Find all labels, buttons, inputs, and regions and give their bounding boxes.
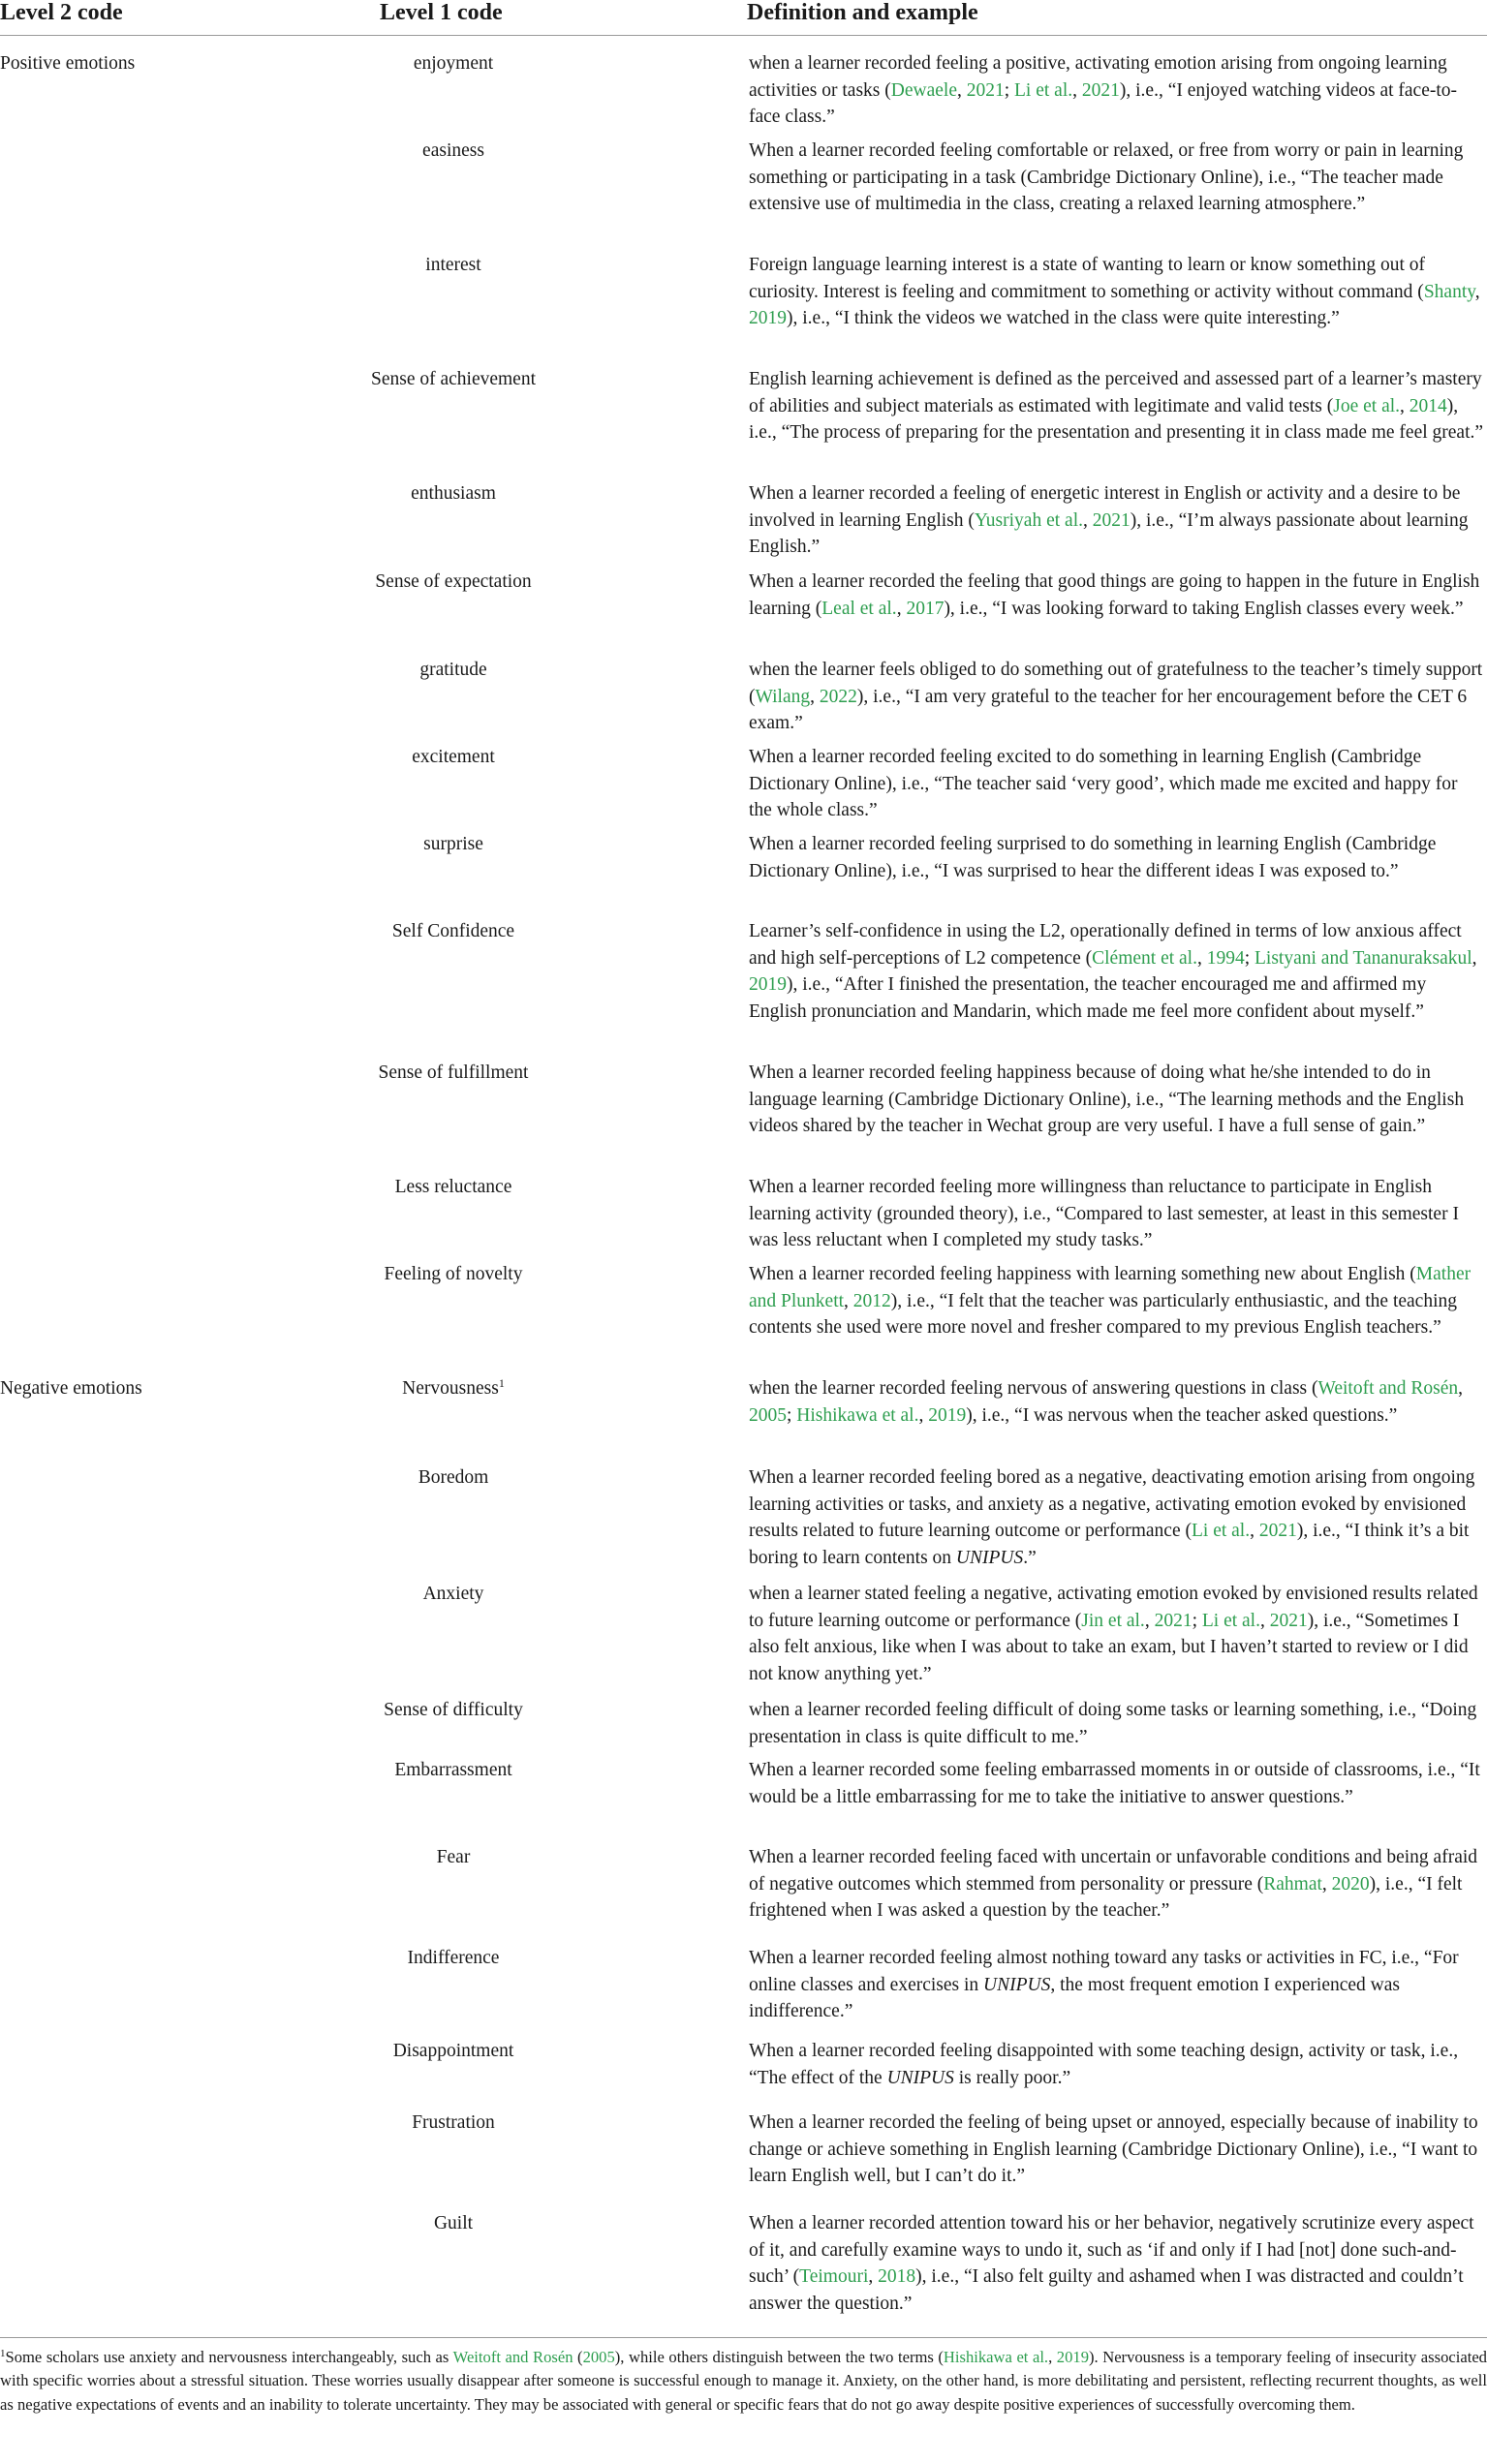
text-segment: ; — [1192, 1610, 1202, 1631]
text-segment: , — [1400, 395, 1410, 416]
text-segment: Some scholars use anxiety and nervousness interchangeably, such as — [5, 2348, 453, 2366]
text-segment: When a learner recorded feeling more willingness than reluctance to participate in English learning activity (grounded theory), i.e., “Compared to last semester, at least in this semester I was less reluctant when I completed my study tasks.” — [749, 1177, 1459, 1251]
level1-code-cell — [308, 138, 599, 165]
level1-code-cell — [308, 1757, 599, 1784]
level1-code-label: Nervousness — [402, 1378, 499, 1399]
text-segment: ), i.e., “I was nervous when the teacher asked questions.” — [966, 1404, 1398, 1426]
definition-cell — [749, 1174, 1485, 1254]
citation-link[interactable]: Jin et al. — [1081, 1610, 1145, 1631]
level2-code-cell: Positive emotions — [0, 53, 136, 74]
text-segment: ). Nervousness is a temporary feeling of insecurity associated with specific worries about a stressful situation. These worries usually disappear after someone is successful enough to manage it. Anxiety, on the other hand, is more debilitating and persistent, reflecting recurrent thoughts, as well as negative expectations of events and an inability to tolerate uncertainty. They may be associated with general or specific fears that do not go away despite positive experiences of successfully overcoming them. — [0, 2348, 1487, 2414]
citation-link[interactable]: 2005 — [749, 1404, 787, 1426]
level1-code-label: Sense of expectation — [375, 571, 532, 592]
definition-cell — [749, 1697, 1485, 1750]
level1-code-cell — [308, 2038, 599, 2065]
text-segment: ), i.e., “I also felt guilty and ashamed when I was distracted and couldn’t answer the question.” — [749, 2266, 1464, 2314]
level1-code-label: interest — [425, 255, 481, 275]
level1-code-cell — [308, 1581, 599, 1608]
text-segment: 1 — [0, 2348, 6, 2359]
text-segment: , — [1250, 1521, 1259, 1542]
citation-link[interactable]: 2022 — [819, 686, 857, 707]
level1-code-cell — [308, 569, 599, 596]
header-definition: Definition and example — [747, 0, 978, 25]
text-segment: ), i.e., “I’m always passionate about learning English.” — [749, 509, 1469, 558]
citation-link[interactable]: Clément et al. — [1092, 947, 1197, 969]
level1-code-cell — [308, 366, 599, 393]
text-segment: when a learner recorded feeling a positive, activating emotion arising from ongoing learning activities or tasks ( — [749, 53, 1447, 101]
text-segment: ), i.e., “Sometimes I also felt anxious, like when I was about to take an exam, but I haven’t started to review or I did not know anything yet.” — [749, 1610, 1469, 1684]
citation-link[interactable]: Li et al. — [1201, 1610, 1260, 1631]
level1-code-label: Indifference — [407, 1948, 500, 1968]
header-level1: Level 1 code — [380, 0, 503, 25]
text-segment: ), i.e., “I enjoyed watching videos at face-to-face class.” — [749, 79, 1458, 128]
citation-link[interactable]: Listyani and Tananuraksakul — [1255, 947, 1472, 969]
level1-code-cell — [308, 1464, 599, 1492]
citation-link[interactable]: Li et al. — [1191, 1521, 1251, 1542]
text-segment: , — [1474, 281, 1480, 302]
text-segment: , — [1321, 1873, 1332, 1894]
definition-cell — [749, 1060, 1485, 1140]
citation-link[interactable]: 1994 — [1206, 947, 1245, 969]
level1-code-label: Sense of achievement — [370, 369, 536, 389]
footnote — [0, 2346, 1487, 2417]
level1-code-label: Fear — [436, 1847, 471, 1867]
citation-link[interactable]: Hishikawa et al. — [943, 2348, 1049, 2366]
citation-link[interactable]: 2020 — [1331, 1873, 1370, 1894]
level1-code-cell — [308, 2110, 599, 2137]
definition-cell — [749, 1945, 1485, 2025]
definition-cell — [749, 2210, 1485, 2317]
level1-code-label: gratitude — [419, 660, 487, 680]
text-segment: , — [896, 598, 907, 619]
level1-code-cell — [308, 1697, 599, 1724]
text-segment: When a learner recorded feeling faced with uncertain or unfavorable conditions and being afraid of negative outcomes which stemmed from personality or pressure ( — [749, 1847, 1478, 1894]
citation-link[interactable]: Hishikawa et al. — [796, 1404, 919, 1426]
citation-link[interactable]: 2005 — [582, 2348, 615, 2366]
level1-code-cell — [308, 744, 599, 771]
citation-link[interactable]: 2017 — [906, 598, 945, 619]
definition-cell — [749, 831, 1485, 884]
level1-code-cell — [308, 1945, 599, 1972]
text-segment: When a learner recorded feeling almost nothing toward any tasks or activities in FC, i.e., “For online classes and exercises in — [749, 1948, 1459, 1995]
text-segment: when a learner recorded feeling difficult of doing some tasks or learning something, i.e., “Doing presentation in class is quite difficult to me.” — [749, 1700, 1477, 1747]
level1-code-label: surprise — [423, 834, 483, 854]
text-segment: , — [1472, 947, 1477, 969]
definition-cell — [749, 1375, 1485, 1429]
text-segment: ; — [1244, 947, 1255, 969]
definition-cell — [749, 252, 1485, 332]
footnote-marker[interactable]: 1 — [498, 1376, 505, 1390]
definition-cell — [749, 1757, 1485, 1810]
level1-code-label: excitement — [412, 747, 495, 767]
text-segment: UNIPUS — [886, 2067, 954, 2088]
definition-cell — [749, 1844, 1485, 1925]
text-segment: ), i.e., “The process of preparing for the presentation and presenting it in class made me feel great.” — [749, 395, 1484, 444]
definition-cell — [749, 480, 1485, 561]
text-segment: is really poor.” — [953, 2067, 1071, 2088]
text-segment: ), while others distinguish between the two terms ( — [614, 2348, 944, 2366]
citation-link[interactable]: 2012 — [852, 1290, 891, 1311]
citation-link[interactable]: 2019 — [1056, 2348, 1089, 2366]
citation-link[interactable]: 2021 — [1154, 1610, 1193, 1631]
text-segment: when the learner recorded feeling nervous of answering questions in class ( — [749, 1378, 1318, 1399]
text-segment: , — [1458, 1378, 1464, 1399]
text-segment: When a learner recorded feeling disappointed with some teaching design, activity or task, i.e., “The effect of the — [749, 2041, 1459, 2088]
citation-link[interactable]: Shanty — [1423, 281, 1475, 302]
level1-code-label: Less reluctance — [394, 1177, 512, 1197]
citation-link[interactable]: Rahmat — [1263, 1873, 1322, 1894]
citation-link[interactable]: Mather and Plunkett — [749, 1264, 1472, 1311]
citation-link[interactable]: 2019 — [928, 1404, 967, 1426]
level1-code-cell — [308, 1060, 599, 1087]
level1-code-label: Sense of difficulty — [384, 1700, 523, 1720]
text-segment: When a learner recorded feeling excited to do something in learning English (Cambridge Dictionary Online), i.e., “The teacher said ‘very good’, which made me excited and happy for the whole class.” — [749, 747, 1458, 821]
text-segment: UNIPUS — [955, 1547, 1024, 1568]
text-segment: , — [868, 2266, 879, 2288]
text-segment: When a learner recorded the feeling of being upset or annoyed, especially because of inability to change or achieve something in English learning (Cambridge Dictionary Online), i.e., “I want to learn English well, but I can’t do it.” — [749, 2112, 1478, 2187]
text-segment: , — [918, 1404, 929, 1426]
text-segment: , — [1144, 1610, 1155, 1631]
citation-link[interactable]: 2021 — [1081, 79, 1120, 101]
level1-code-cell — [308, 252, 599, 279]
citation-link[interactable]: Joe et al. — [1333, 395, 1401, 416]
level1-code-cell — [308, 918, 599, 945]
citation-link[interactable]: 2018 — [878, 2266, 916, 2288]
definition-cell — [749, 50, 1485, 131]
citation-link[interactable]: Wilang — [755, 686, 811, 707]
citation-link[interactable]: 2019 — [749, 974, 787, 996]
level1-code-label: enjoyment — [413, 53, 494, 74]
text-segment: ), i.e., “I think the videos we watched in the class were quite interesting.” — [787, 308, 1340, 329]
definition-cell — [749, 657, 1485, 737]
level1-code-cell — [308, 1174, 599, 1201]
text-segment: When a learner recorded feeling surprised to do something in learning English (Cambridge Dictionary Online), i.e., “I was surprised to hear the different ideas I was exposed to.” — [749, 834, 1437, 881]
citation-link[interactable]: Yusriyah et al. — [974, 509, 1083, 531]
citation-link[interactable]: 2014 — [1409, 395, 1447, 416]
text-segment: When a learner recorded a feeling of energetic interest in English or activity and a desire to be involved in learning English ( — [749, 483, 1461, 531]
level1-code-label: Anxiety — [422, 1584, 484, 1604]
citation-link[interactable]: 2021 — [1258, 1521, 1297, 1542]
level1-code-label: Embarrassment — [394, 1760, 512, 1780]
text-segment: When a learner recorded the feeling that good things are going to happen in the future in English learning ( — [749, 571, 1480, 619]
text-segment: , — [1083, 509, 1093, 531]
text-segment: When a learner recorded feeling happiness with learning something new about English ( — [749, 1264, 1416, 1284]
level1-code-label: Feeling of novelty — [384, 1264, 523, 1284]
definition-cell — [749, 1581, 1485, 1687]
citation-link[interactable]: Li et al. — [1014, 79, 1073, 101]
text-segment: , — [1259, 1610, 1270, 1631]
text-segment: ), i.e., “I think it’s a bit boring to learn contents on — [749, 1521, 1470, 1568]
table-header — [0, 0, 1487, 36]
table-bottom-rule — [0, 2337, 1487, 2338]
text-segment: .” — [1023, 1547, 1037, 1568]
definition-cell — [749, 918, 1485, 1025]
level1-code-cell — [308, 831, 599, 858]
text-segment: ; — [1004, 79, 1015, 101]
text-segment: ), i.e., “I felt that the teacher was particularly enthusiastic, and the teaching contents she used were more novel and fresher compared to my previous English teachers.” — [749, 1290, 1458, 1339]
text-segment: When a learner recorded feeling bored as a negative, deactivating emotion arising from ongoing learning activities or tasks, and anxiety as a negative, activating emotion evoked by envisioned results related to future learning outcome or performance ( — [749, 1467, 1475, 1542]
level1-code-cell — [308, 480, 599, 508]
text-segment: When a learner recorded feeling comfortable or relaxed, or free from worry or pain in learning something or participating in a task (Cambridge Dictionary Online), i.e., “The teacher made extensive use of multimedia in the class, creating a relaxed learning atmosphere.” — [749, 140, 1464, 215]
text-segment: when a learner stated feeling a negative, activating emotion evoked by envisioned results related to future learning outcome or performance ( — [749, 1584, 1478, 1631]
level2-code-cell: Negative emotions — [0, 1378, 142, 1399]
text-segment: ( — [573, 2348, 583, 2366]
citation-link[interactable]: 2021 — [1092, 509, 1131, 531]
text-segment: , the most frequent emotion I experienced was indifference.” — [749, 1974, 1401, 2022]
level1-code-label: easiness — [422, 140, 484, 161]
text-segment: ; — [787, 1404, 797, 1426]
text-segment: English learning achievement is defined as the perceived and assessed part of a learner’s mastery of abilities and subject materials as estimated with legitimate and valid tests ( — [749, 369, 1482, 416]
definition-cell — [749, 569, 1485, 622]
citation-link[interactable]: 2019 — [749, 308, 787, 329]
level1-code-label: enthusiasm — [411, 483, 496, 504]
level1-code-cell — [308, 1844, 599, 1871]
text-segment: UNIPUS — [983, 1974, 1051, 1995]
definition-cell — [749, 2110, 1485, 2190]
level1-code-cell — [308, 50, 599, 77]
text-segment: Learner’s self-confidence in using the L2, operationally defined in terms of low anxious affect and high self-perceptions of L2 competence ( — [749, 921, 1462, 969]
text-segment: , — [1196, 947, 1207, 969]
text-segment: , — [956, 79, 967, 101]
level1-code-label: Sense of fulfillment — [378, 1063, 529, 1083]
text-segment: When a learner recorded feeling happiness because of doing what he/she intended to do in language learning (Cambridge Dictionary Online), i.e., “The learning methods and the English videos shared by the teacher in Wechat group are very useful. I have a full sense of gain.” — [749, 1063, 1465, 1137]
text-segment: Foreign language learning interest is a state of wanting to learn or know something out of curiosity. Interest is feeling and commitment to something or activity without command ( — [749, 255, 1426, 302]
definition-cell — [749, 744, 1485, 824]
level1-code-cell — [308, 1261, 599, 1288]
text-segment: ), i.e., “I was looking forward to taking English classes every week.” — [944, 598, 1464, 619]
text-segment: ), i.e., “I felt frightened when I was asked a question by the teacher.” — [749, 1873, 1463, 1922]
citation-link[interactable]: Teimouri — [799, 2266, 869, 2288]
citation-link[interactable]: 2021 — [1269, 1610, 1308, 1631]
level1-code-label: Guilt — [433, 2213, 474, 2233]
text-segment: ), i.e., “I am very grateful to the teacher for her encouragement before the CET 6 exam.” — [749, 686, 1468, 734]
level1-code-cell — [308, 1375, 599, 1402]
level1-code-cell — [308, 657, 599, 684]
level1-code-cell — [308, 2210, 599, 2237]
definition-cell — [749, 1464, 1485, 1571]
text-segment: , — [810, 686, 820, 707]
citation-link[interactable]: Weitoft and Rosén — [1317, 1378, 1459, 1399]
citation-link[interactable]: Dewaele — [890, 79, 957, 101]
definition-cell — [749, 138, 1485, 218]
text-segment: ), i.e., “After I finished the presentation, the teacher encouraged me and affirmed my English pronunciation and Mandarin, which made me feel more confident about myself.” — [749, 974, 1427, 1022]
text-segment: , — [844, 1290, 853, 1311]
text-segment: , — [1048, 2348, 1057, 2366]
citation-link[interactable]: 2021 — [966, 79, 1005, 101]
definition-cell — [749, 2038, 1485, 2091]
text-segment: , — [1072, 79, 1082, 101]
level1-code-label: Self Confidence — [391, 921, 515, 941]
citation-link[interactable]: Leal et al. — [821, 598, 897, 619]
text-segment: when the learner feels obliged to do something out of gratefulness to the teacher’s timely support ( — [749, 660, 1483, 707]
definition-cell — [749, 366, 1485, 447]
header-level2: Level 2 code — [0, 0, 123, 25]
level1-code-label: Frustration — [412, 2112, 495, 2133]
level1-code-label: Disappointment — [392, 2041, 514, 2061]
text-segment: When a learner recorded attention toward his or her behavior, negatively scrutinize every aspect of it, and carefully examine ways to undo it, such as ‘if and only if I had [not] done such-and-such’ ( — [749, 2213, 1474, 2288]
level1-code-label: Boredom — [418, 1467, 489, 1488]
text-segment: When a learner recorded some feeling embarrassed moments in or outside of classrooms, i.e., “It would be a little embarrassing for me to take the initiative to answer questions.” — [749, 1760, 1480, 1807]
citation-link[interactable]: Weitoft and Rosén — [452, 2348, 573, 2366]
definition-cell — [749, 1261, 1485, 1341]
